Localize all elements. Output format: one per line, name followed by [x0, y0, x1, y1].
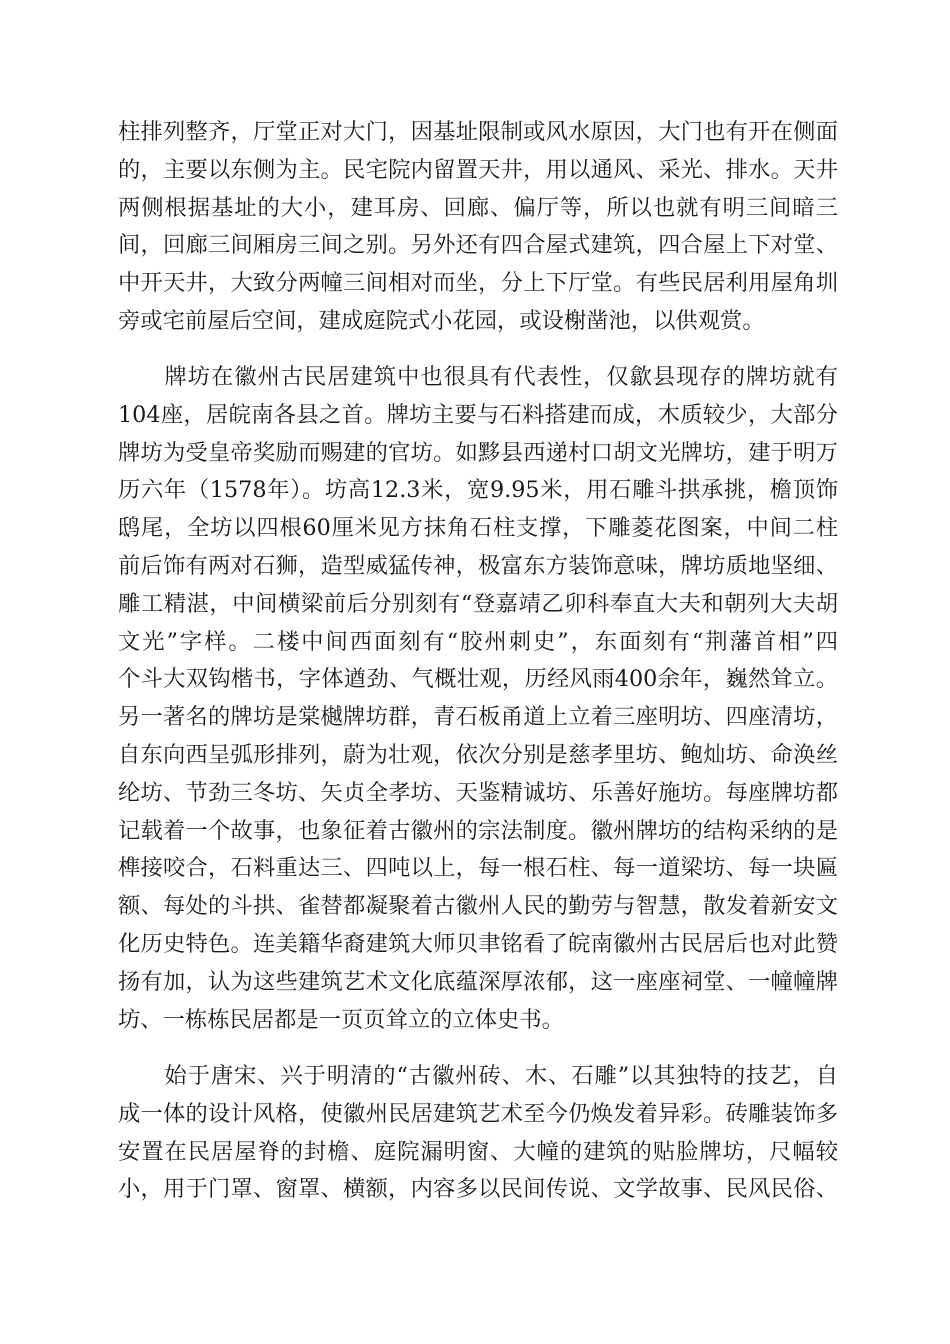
- text-line: 榫接咬合，石料重达三、四吨以上，每一根石柱、每一道梁坊、每一块匾: [118, 855, 838, 882]
- paragraph-memorial-archways: [118, 359, 838, 1039]
- text-line: 额、每处的斗拱、雀替都凝聚着古徽州人民的勤劳与智慧，散发着新安文: [118, 893, 838, 920]
- text-line: 间，回廊三间厢房三间之别。另外还有四合屋式建筑，四合屋上下对堂、: [118, 232, 838, 259]
- text-line: 另一著名的牌坊是棠樾牌坊群，青石板甬道上立着三座明坊、四座清坊，: [118, 704, 838, 731]
- text-line: 雕工精湛，中间横梁前后分别刻有“登嘉靖乙卯科奉直大夫和朝列大夫胡: [118, 590, 838, 617]
- text-line: 中开天井，大致分两幢三间相对而坐，分上下厅堂。有些民居利用屋角圳: [118, 270, 838, 297]
- text-line: 个斗大双钩楷书，字体遒劲、气概壮观，历经风雨400余年，巍然耸立。: [118, 666, 838, 693]
- text-line: 鸱尾，全坊以四根60厘米见方抹角石柱支撑，下雕菱花图案，中间二柱: [118, 515, 838, 542]
- text-line: 成一体的设计风格，使徽州民居建筑艺术至今仍焕发着异彩。砖雕装饰多: [118, 1100, 838, 1127]
- text-line: 纶坊、节劲三冬坊、矢贞全孝坊、天鉴精诚坊、乐善好施坊。每座牌坊都: [118, 779, 838, 806]
- text-line: 坊、一栋栋民居都是一页页耸立的立体史书。: [118, 1006, 564, 1033]
- text-line: 自东向西呈弧形排列，蔚为壮观，依次分别是慈孝里坊、鲍灿坊、命涣丝: [118, 741, 838, 768]
- text-line: 柱排列整齐，厅堂正对大门，因基址限制或风水原因，大门也有开在侧面: [118, 119, 838, 145]
- text-line: 安置在民居屋脊的封檐、庭院漏明窗、大幢的建筑的贴脸牌坊，尺幅较: [118, 1138, 838, 1165]
- text-line: 牌坊在徽州古民居建筑中也很具有代表性，仅歙县现存的牌坊就有: [118, 364, 838, 390]
- text-line: 化历史特色。连美籍华裔建筑大师贝聿铭看了皖南徽州古民居后也对此赞: [118, 930, 838, 957]
- text-line: 前后饰有两对石狮，造型威猛传神，极富东方装饰意味，牌坊质地坚细、: [118, 552, 838, 579]
- text-line: 历六年（1578年）。坊高12.3米，宽9.95米，用石雕斗拱承挑，檐顶饰: [118, 477, 838, 504]
- text-line: 记载着一个故事，也象征着古徽州的宗法制度。徽州牌坊的结构采纳的是: [118, 817, 838, 844]
- text-line: 扬有加，认为这些建筑艺术文化底蕴深厚浓郁，这一座座祠堂、一幢幢牌: [118, 968, 838, 995]
- paragraph-huizhou-carvings: [118, 1058, 838, 1209]
- text-line: 104座，居皖南各县之首。牌坊主要与石料搭建而成，木质较少，大部分: [118, 401, 838, 428]
- text-line: 小，用于门罩、窗罩、横额，内容多以民间传说、文学故事、民风民俗、: [118, 1176, 838, 1203]
- text-line: 旁或宅前屋后空间，建成庭院式小花园，或设榭凿池，以供观赏。: [118, 307, 765, 334]
- text-line: 始于唐宋、兴于明清的“古徽州砖、木、石雕”以其独特的技艺，自: [118, 1063, 838, 1089]
- text-line: 牌坊为受皇帝奖励而赐建的官坊。如黟县西递村口胡文光牌坊，建于明万: [118, 439, 838, 466]
- paragraph-residence-layout: [118, 114, 838, 341]
- text-line: 文光”字样。二楼中间西面刻有“胶州刺史”，东面刻有“荆藩首相”四: [118, 628, 838, 655]
- text-line: 两侧根据基址的大小，建耳房、回廊、偏厅等，所以也就有明三间暗三: [118, 194, 838, 221]
- text-line: 的，主要以东侧为主。民宅院内留置天井，用以通风、采光、排水。天井: [118, 156, 838, 183]
